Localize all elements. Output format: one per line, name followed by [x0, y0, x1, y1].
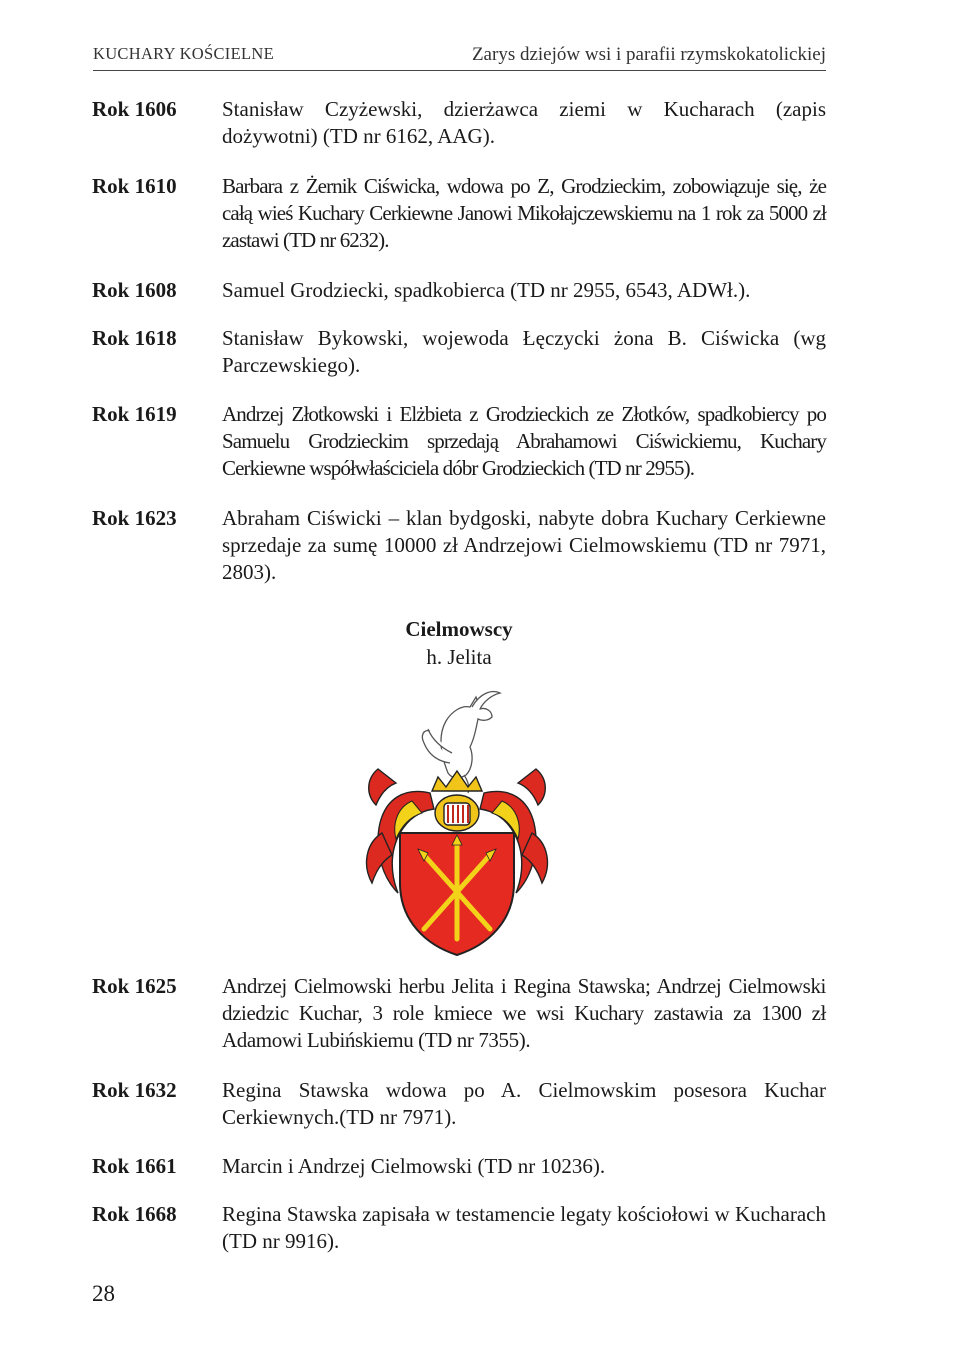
entry-year: Rok 1623 — [92, 506, 177, 530]
running-header — [93, 42, 826, 71]
header-subtitle: Zarys dziejów wsi i parafii rzymskokatolickiej — [471, 44, 826, 65]
entry-text: Andrzej Złotkowski i Elżbieta z Grodzieckich ze Złotków, spadkobiercy po Samuelu Grodzieckim sprzedają Abrahamowi Ciświckiemu, Kuchary Cerkiewne współwłaściciela dóbr Grodzieckich (TD nr 2955). — [222, 402, 826, 480]
page-number: 28 — [92, 1281, 115, 1306]
entry-text: Stanisław Bykowski, wojewoda Łęczycki żona B. Ciświcka (wg Parczewskiego). — [222, 326, 826, 377]
crown-icon — [432, 771, 482, 791]
entry-text: Barbara z Żernik Ciświcka, wdowa po Z, Grodzieckim, zobowiązuje się, że całą wieś Kuchary Cerkiewne Janowi Mikołajczewskiemu na 1 rok za 5000 zł zastawi (TD nr 6232). — [222, 174, 826, 252]
family-subtitle: h. Jelita — [426, 645, 492, 669]
entry-text: Marcin i Andrzej Cielmowski (TD nr 10236). — [222, 1154, 606, 1178]
entry-text: Regina Stawska wdowa po A. Cielmowskim posesora Kuchar Cerkiewnych.(TD nr 7971). — [222, 1078, 826, 1129]
entry-text: Abraham Ciświcki – klan bydgoski, nabyte dobra Kuchary Cerkiewne sprzedaje za sumę 10000 zł Andrzejowi Cielmowskiemu (TD nr 7971, 2803). — [222, 506, 826, 584]
entry-year: Rok 1606 — [92, 97, 177, 121]
entry-year: Rok 1668 — [92, 1202, 177, 1226]
entry-year: Rok 1618 — [92, 326, 177, 350]
entry-year: Rok 1625 — [92, 974, 177, 998]
entry-year: Rok 1610 — [92, 174, 177, 198]
entry-year: Rok 1661 — [92, 1154, 177, 1178]
entry-text: Samuel Grodziecki, spadkobierca (TD nr 2955, 6543, ADWł.). — [222, 278, 751, 302]
coat-of-arms-jelita-icon — [352, 683, 562, 963]
header-book-title: KUCHARY KOŚCIELNE — [93, 44, 274, 63]
entry-year: Rok 1632 — [92, 1078, 177, 1102]
entry-text: Stanisław Czyżewski, dzierżawca ziemi w Kucharach (zapis dożywotni) (TD nr 6162, AAG). — [222, 97, 826, 148]
helmet-icon — [435, 795, 479, 831]
entry-year: Rok 1608 — [92, 278, 177, 302]
entry-year: Rok 1619 — [92, 402, 177, 426]
entry-text: Andrzej Cielmowski herbu Jelita i Regina Stawska; Andrzej Cielmowski dziedzic Kuchar, 3 role kmiece we wsi Kuchary zastawia za 1300 zł Adamowi Lubińskiemu (TD nr 7355). — [222, 974, 826, 1052]
entry-text: Regina Stawska zapisała w testamencie legaty kościołowi w Kucharach (TD nr 9916). — [222, 1202, 826, 1253]
family-title: Cielmowscy — [405, 617, 513, 641]
